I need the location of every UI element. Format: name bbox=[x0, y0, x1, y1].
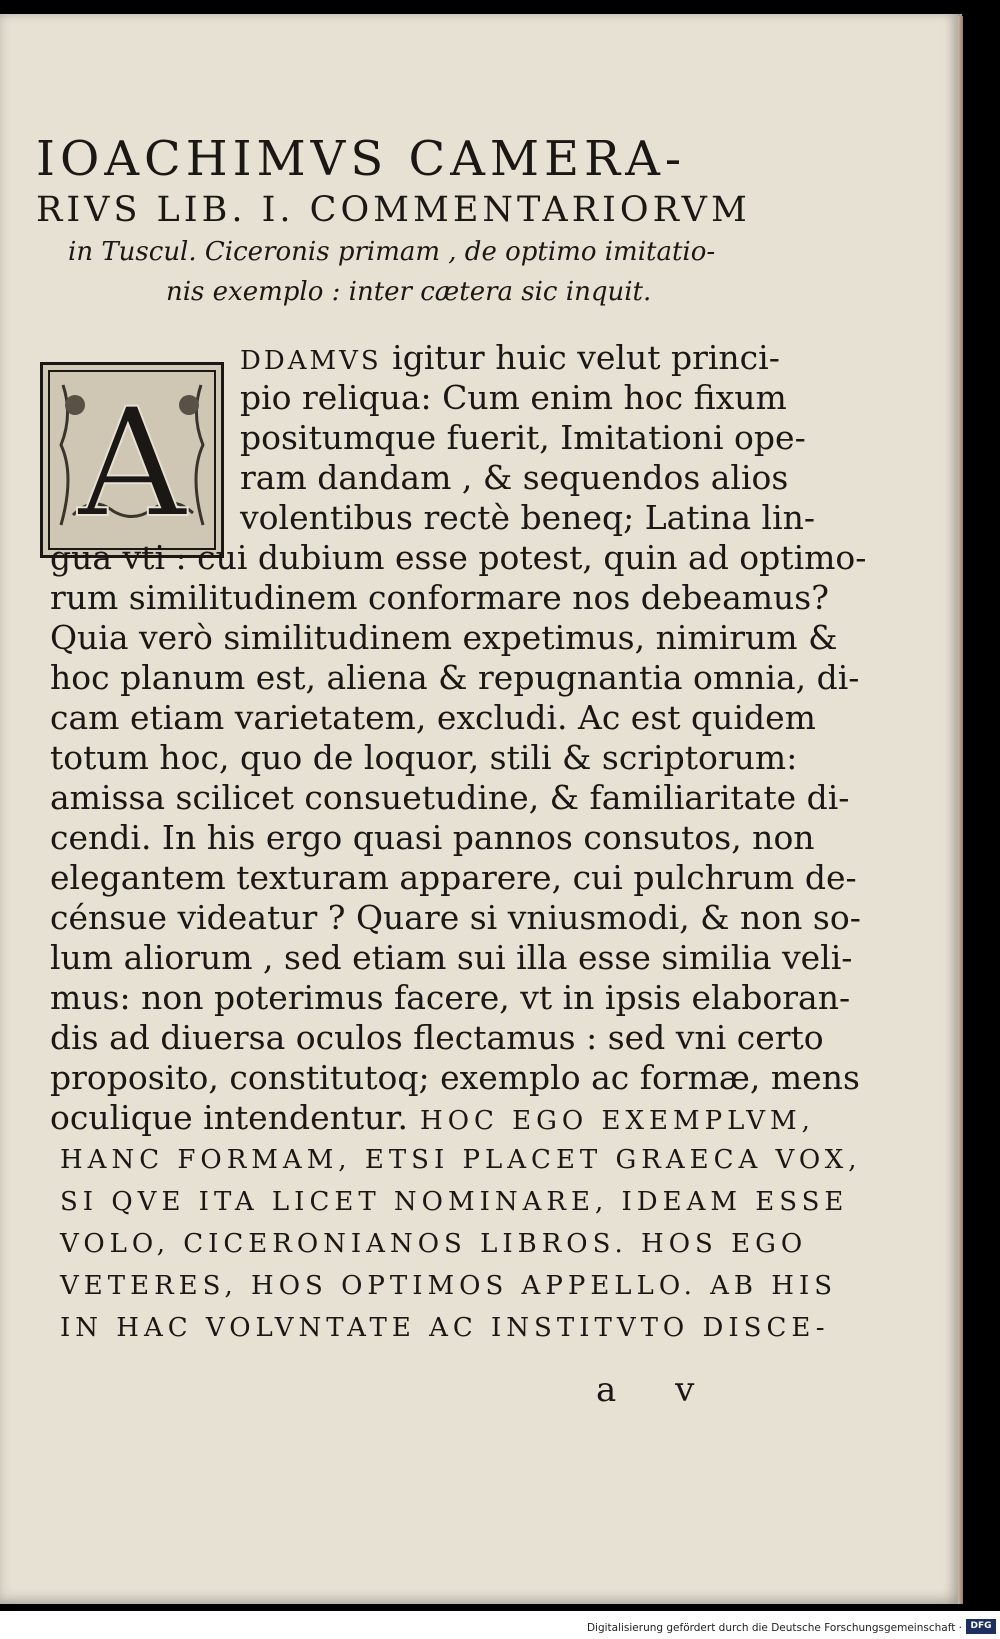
body-line bbox=[50, 778, 849, 818]
lead-smallcaps: DDAMVS bbox=[240, 346, 382, 376]
digitization-credit: Digitalisierung gefördert durch die Deutsche Forschungsgemeinschaft · bbox=[586, 1622, 962, 1634]
page-edge bbox=[958, 16, 963, 1604]
body-line bbox=[50, 738, 797, 778]
line-tail-caps: HOC EGO EXEMPLVM, bbox=[420, 1106, 815, 1136]
heading-line-2: RIVS LIB. I. COMMENTARIORVM bbox=[36, 190, 751, 230]
heading-line-4: nis exemplo : inter cætera sic inquit. bbox=[166, 277, 652, 307]
line-text: cénsue videatur ? Quare si vniusmodi, & non so- bbox=[50, 898, 861, 937]
line-text: positumque fuerit, Imitationi ope- bbox=[240, 418, 806, 457]
caps-line: SI QVE ITA LICET NOMINARE, IDEAM ESSE bbox=[60, 1187, 849, 1217]
line-text: cam etiam varietatem, excludi. Ac est quidem bbox=[50, 698, 816, 737]
line-text: gua vti : cui dubium esse potest, quin ad optimo- bbox=[50, 538, 867, 577]
line-text: amissa scilicet consuetudine, & familiaritate di- bbox=[50, 778, 850, 817]
signature-mark: a v bbox=[596, 1370, 719, 1410]
line-text: Quia verò similitudinem expetimus, nimirum & bbox=[50, 618, 838, 657]
body-line bbox=[240, 378, 787, 418]
line-text: ram dandam , & sequendos alios bbox=[240, 458, 789, 497]
body-line bbox=[50, 858, 857, 898]
line-text: oculique intendentur. bbox=[50, 1098, 409, 1137]
line-text: mus: non poterimus facere, vt in ipsis elaboran- bbox=[50, 978, 851, 1017]
line-text: elegantem texturam apparere, cui pulchrum de- bbox=[50, 858, 857, 897]
body-line bbox=[50, 1098, 815, 1141]
body-line bbox=[50, 538, 866, 578]
body-line bbox=[240, 338, 780, 381]
dfg-logo: DFG bbox=[966, 1619, 996, 1634]
body-line bbox=[50, 818, 815, 858]
caps-line: VOLO, CICERONIANOS LIBROS. HOS EGO bbox=[60, 1229, 808, 1259]
body-line bbox=[240, 458, 788, 498]
line-text: totum hoc, quo de loquor, stili & scriptorum: bbox=[50, 738, 798, 777]
page-heading bbox=[36, 130, 796, 312]
body-line bbox=[240, 498, 815, 538]
body-line bbox=[50, 658, 859, 698]
body-line bbox=[50, 578, 829, 618]
heading-line-1: IOACHIMVS CAMERA- bbox=[36, 131, 687, 187]
line-text: hoc planum est, aliena & repugnantia omnia, di- bbox=[50, 658, 860, 697]
initial-letter: A bbox=[77, 377, 187, 551]
decorated-initial bbox=[40, 362, 224, 558]
caps-line: IN HAC VOLVNTATE AC INSTITVTO DISCE- bbox=[60, 1313, 830, 1343]
line-text: proposito, constitutoq; exemplo ac formæ, mens bbox=[50, 1058, 860, 1097]
line-text: dis ad diuersa oculos flectamus : sed vni certo bbox=[50, 1018, 824, 1057]
heading-line-3: in Tuscul. Ciceronis primam , de optimo imitatio- bbox=[68, 237, 716, 267]
body-line bbox=[240, 418, 806, 458]
caps-line: HANC FORMAM, ETSI PLACET GRAECA VOX, bbox=[60, 1145, 862, 1175]
line-text: lum aliorum , sed etiam sui illa esse similia veli- bbox=[50, 938, 853, 977]
caps-line: VETERES, HOS OPTIMOS APPELLO. AB HIS bbox=[60, 1271, 838, 1301]
body-line bbox=[50, 938, 852, 978]
woodcut-initial-icon bbox=[43, 365, 221, 555]
line-text: rum similitudinem conformare nos debeamus? bbox=[50, 578, 829, 617]
body-line bbox=[50, 1058, 860, 1098]
line-text: volentibus rectè beneq; Latina lin- bbox=[240, 498, 816, 537]
body-line bbox=[50, 898, 861, 938]
body-line bbox=[50, 978, 850, 1018]
body-line bbox=[50, 618, 837, 658]
line-text: cendi. In his ergo quasi pannos consutos, non bbox=[50, 818, 815, 857]
body-line bbox=[50, 1018, 824, 1058]
line-text: igitur huic velut princi- bbox=[381, 338, 780, 377]
line-text: pio reliqua: Cum enim hoc fixum bbox=[240, 378, 787, 417]
body-line bbox=[50, 698, 816, 738]
